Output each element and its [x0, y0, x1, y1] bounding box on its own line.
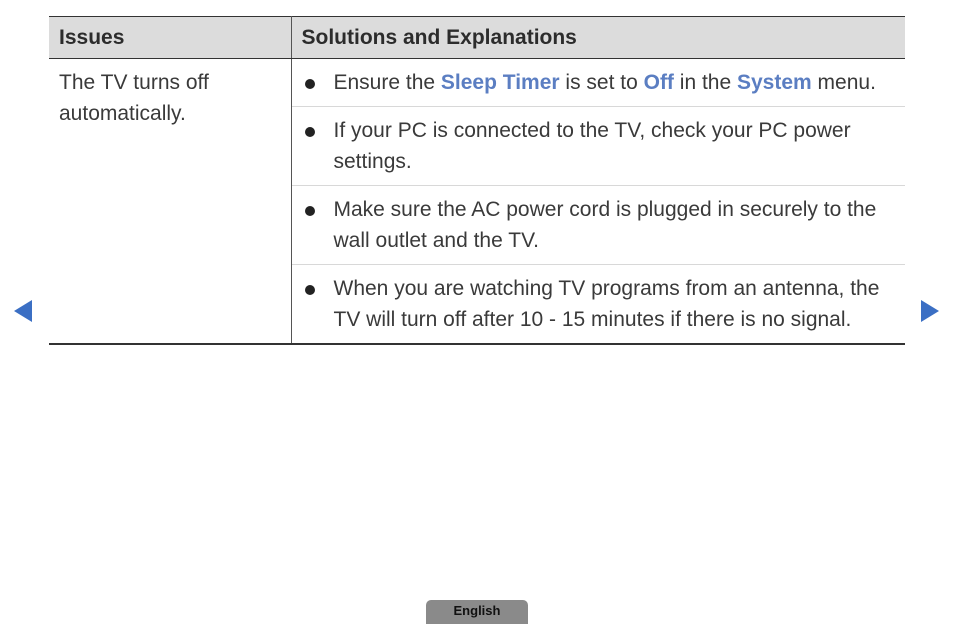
solution-item-pc-power	[292, 107, 906, 186]
solutions-cell	[291, 59, 905, 345]
solution-text: If your PC is connected to the TV, check your PC power settings.	[333, 119, 851, 173]
sleep-timer-term: Sleep Timer	[440, 71, 560, 94]
solution-text-part: in the	[673, 71, 737, 94]
bullet-icon	[305, 285, 315, 295]
solution-list	[292, 59, 906, 343]
solution-text-part: menu.	[811, 71, 876, 94]
language-tab[interactable]: English	[426, 600, 528, 624]
next-page-icon[interactable]	[921, 300, 939, 322]
solution-text-part: is set to	[559, 71, 644, 94]
bullet-icon	[305, 206, 315, 216]
solution-item-sleep-timer	[292, 59, 906, 107]
solution-text: When you are watching TV programs from an antenna, the TV will turn off after 10 - 15 minutes if there is no signal.	[333, 277, 880, 331]
table-header-row	[49, 17, 905, 59]
bullet-icon	[305, 127, 315, 137]
issue-text: The TV turns off automatically.	[49, 59, 291, 345]
solution-item-antenna	[292, 265, 906, 343]
solution-text: Make sure the AC power cord is plugged in securely to the wall outlet and the TV.	[333, 198, 877, 252]
table-row	[49, 59, 905, 345]
issues-header: Issues	[49, 17, 291, 59]
bullet-icon	[305, 79, 315, 89]
system-term: System	[736, 71, 812, 94]
off-term: Off	[643, 71, 674, 94]
solution-item-power-cord	[292, 186, 906, 265]
troubleshooting-table	[49, 16, 905, 345]
solution-text-part: Ensure the	[333, 71, 441, 94]
previous-page-icon[interactable]	[14, 300, 32, 322]
solutions-header: Solutions and Explanations	[291, 17, 905, 59]
